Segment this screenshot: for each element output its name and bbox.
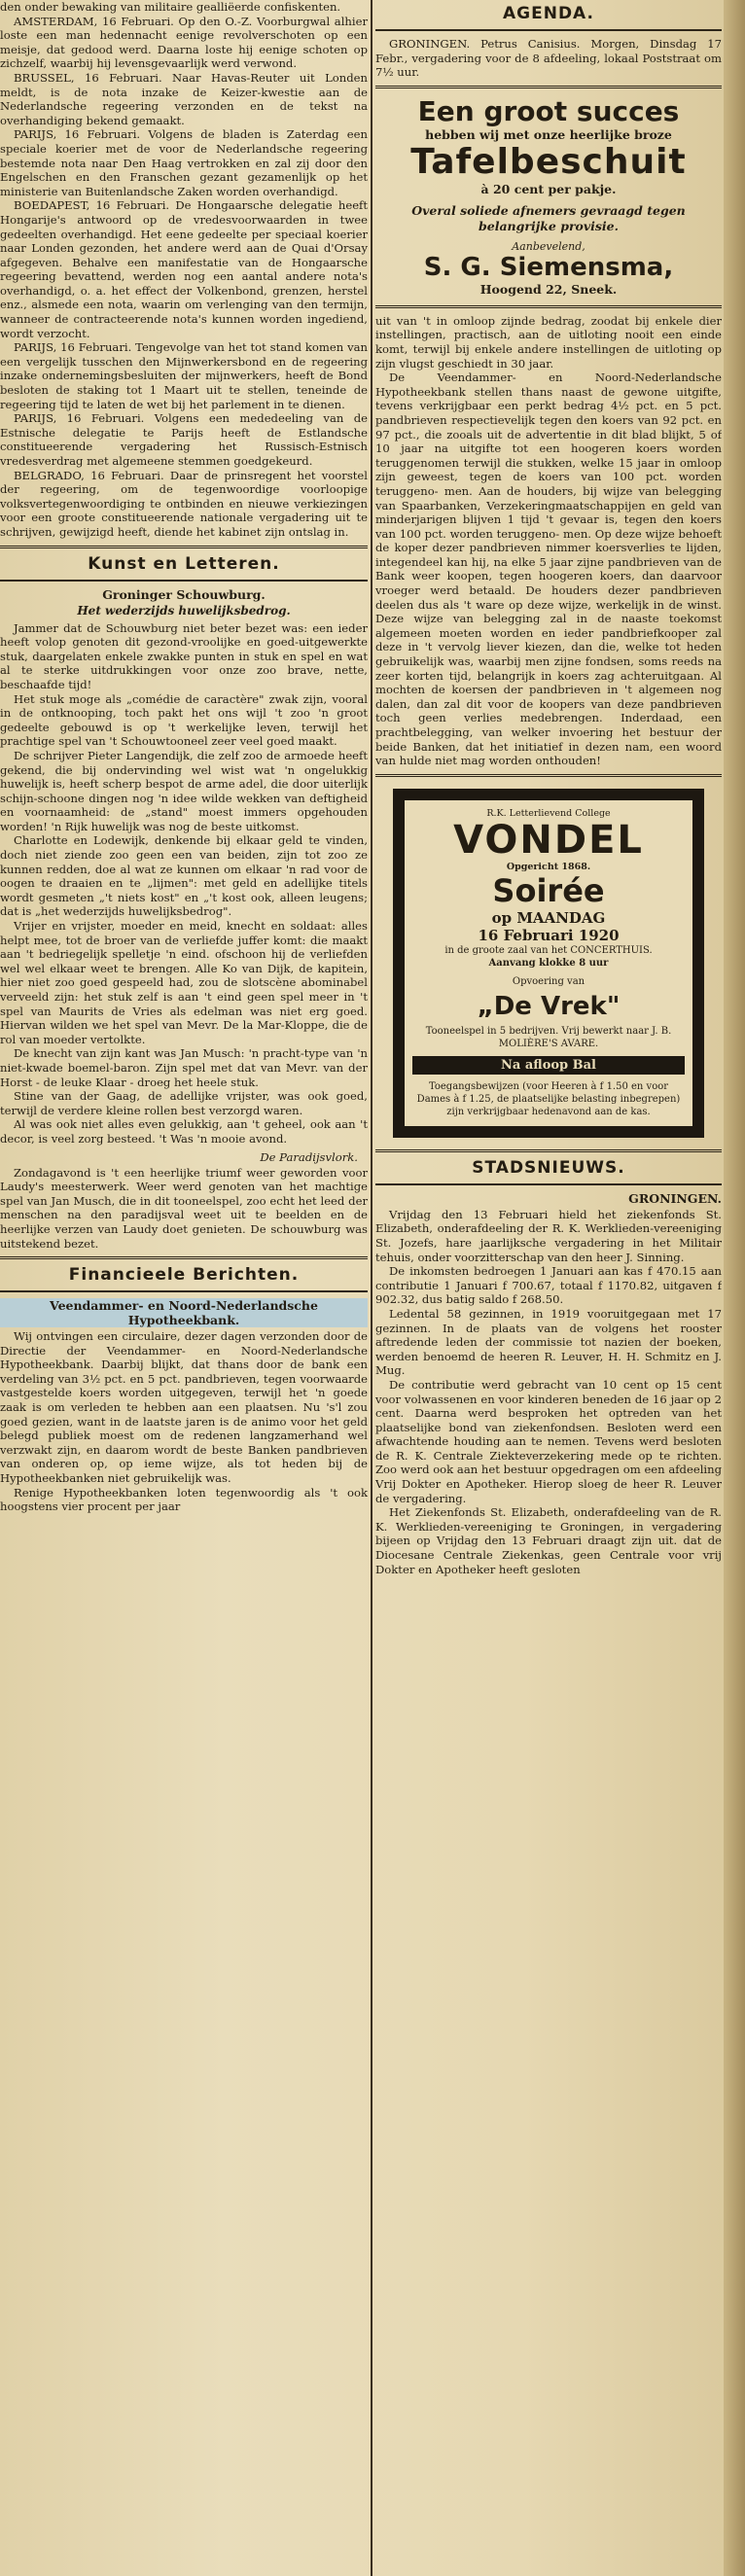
section-divider bbox=[375, 86, 722, 88]
agenda-item: GRONINGEN. Petrus Canisius. Morgen, Dinsdag 17 Febr., vergadering voor de 8 afdeeling, lokaal Poststraat om 7½ uur. bbox=[375, 37, 722, 80]
news-item: PARIJS, 16 Februari. Volgens de bladen is Zaterdag een speciale koerier met de voor de Nederlandsche regeering bestemde nota naar Den Haag vertrokken en zal zij door den Engelschen en den Franschen gezant gezamenlijk op het ministerie van Buitenlandsche Zaken worden overhandigd. bbox=[0, 127, 368, 198]
ad-line: Opvoering van bbox=[512, 975, 585, 987]
news-item: PARIJS, 16 Februari. Tengevolge van het tot stand komen van een vergelijk tusschen den Mijnwerkersbond en de regeering inzake ondernemingsbesluiten der mijnwerkers, heeft de Bond besloten de staking tot 1 Maart uit te stellen, teneinde de regeering tijd te laten de wet bij het parlement in te dienen. bbox=[0, 340, 368, 411]
ad-product: Tafelbeschuit bbox=[410, 141, 687, 182]
paragraph: De inkomsten bedroegen 1 Januari aan kas f 470.15 aan contributie 1 Januari f 700.67, totaal f 1170.82, uitgaven f 902.32, dus batig saldo f 268.50. bbox=[375, 1264, 722, 1307]
subheading: GRONINGEN. bbox=[628, 1190, 722, 1206]
ad-line: Aanvang klokke 8 uur bbox=[488, 957, 609, 969]
paragraph: Stine van der Gaag, de adellijke vrijster, was ook goed, terwijl de verdere kleine rollen best verzorgd waren. bbox=[0, 1089, 368, 1117]
ad-line: Toegangsbewijzen (voor Heeren à f 1.50 en voor Dames à f 1.25, de plaatselijke belasting inbegrepen) zijn verkrijgbaar hedenavond aan de kas. bbox=[416, 1080, 681, 1117]
paragraph: Zondagavond is 't een heerlijke triumf weer geworden voor Laudy's meesterwerk. Weer werd genoten van het machtige spel van Jan Musch, die in dit tooneelspel, zoo echt het leed der menschen na den paradijsval weet uit te beelden en de heerlijke verzen van Laudy doet genieten. De schouwburg was uitstekend bezet. bbox=[0, 1165, 368, 1251]
paragraph: De contributie werd gebracht van 10 cent op 15 cent voor volwassenen en voor kinderen beneden de 16 jaar op 2 cent. Daarna werd besproken het optreden van het plaatselijke bond van ziekenfondsen. Besloten werd een afwachtende houding aan te nemen. Tevens werd besloten de R. K. Centrale Ziekteverzekering mede op te richten. Zoo werd ook aan het bestuur opgedragen om een afdeeling Vrij Dokter en Apotheker. Hierop sloeg de heer R. Leuver de vergadering. bbox=[375, 1377, 722, 1505]
ad-line: R.K. Letterlievend College bbox=[486, 807, 611, 819]
paragraph: Het Ziekenfonds St. Elizabeth, onderafdeeling van de R. K. Werklieden-vereeniging te Groningen, in vergadering bijeen op Vrijdag den 13 Februari draagt zijn uit. dat de Diocesane Centrale Ziekenkas, geen Centrale voor vrij Dokter en Apotheker heeft gesloten bbox=[375, 1505, 722, 1576]
paragraph: Charlotte en Lodewijk, denkende bij elkaar geld te vinden, doch niet ziende zoo geen een van beiden, zijn tot zoo ze kunnen redden, doe al wat ze kunnen om elkaar 'n rad voor de oogen te draaien en te „lijmen": met geld en adellijke titels wordt gesmeten „'t niets kost" en „'t kost ook, alleen leugens; dat is „het wederzijds huwelijksbedrog". bbox=[0, 833, 368, 919]
ad-date: op MAANDAG bbox=[491, 908, 606, 927]
section-title-agenda: AGENDA. bbox=[503, 4, 594, 23]
right-column bbox=[375, 0, 722, 2576]
news-item: BELGRADO, 16 Februari. Daar de prinsregent het voorstel der regeering, om de tegenwoordige voorloopige volksvertegenwoordiging te ontbinden en nieuwe verkiezingen voor een groote constitueerende nationale vergadering uit te schrijven, gewijzigd heeft, diende het kabinet zijn ontslag in. bbox=[0, 468, 368, 539]
section-title-kunst: Kunst en Letteren. bbox=[88, 553, 280, 574]
ad-price: à 20 cent per pakje. bbox=[480, 181, 617, 196]
ad-line: Overal soliede afnemers gevraagd tegen belangrijke provisie. bbox=[411, 202, 686, 233]
ad-name: S. G. Siemensma, bbox=[423, 252, 674, 282]
paragraph: De schrijver Pieter Langendijk, die zelf zoo de armoede heeft gekend, die bij ondervinding wel wist wat 'n ongelukkig huwelijk is, heeft scherp bespot de arme adel, die door uiterlijk schijn-schoone dingen nog 'n idee wilde wekken van deftigheid en voornaamheid: de „stand" moest immers opgehouden worden! 'n Rijk huwelijk was nog de beste uitkomst. bbox=[0, 748, 368, 833]
left-column bbox=[0, 0, 368, 2576]
paragraph: Het stuk moge als „comédie de caractère" zwak zijn, vooral in de ontknooping, toch pakt het ons wijl 't zoo 'n groot gedeelte gebouwd is op 't werkelijke leven, terwijl het prachtige spel van 't Schouwtooneel zeer veel goed maakt. bbox=[0, 691, 368, 749]
ad-headline: Soirée bbox=[492, 871, 605, 909]
section-divider bbox=[375, 1183, 722, 1185]
advertisement-vondel bbox=[393, 789, 704, 1138]
paragraph: Wij ontvingen een circulaire, dezer dagen verzonden door de Directie der Veendammer- en Noord-Nederlandsche Hypotheekbank. Daarbij blijkt, dat thans door de bank een verdeling van 3½ pct. en 5 pct. pandbrieven, tegen voorwaarde vastgestelde koers worden uitgegeven, terwijl het 'n goede zaak is om verleden te hebben aan een plaatsen. Nu 's'l zou goed gezien, want in de laatste jaren is de animo voor het geld belegd publiek moest om de redenen langzamerhand wel verzwakt zijn, en daarom wordt de beste Banken pandbrieven van onderen op, op ieme wijze, als tot heden bij de Hypotheekbanken niet gebruikelijk was. bbox=[0, 1329, 368, 1486]
play-title: Het wederzijds huwelijksbedrog. bbox=[77, 603, 291, 618]
ad-line: Aanbevelend, bbox=[512, 239, 585, 253]
section-divider bbox=[0, 1256, 368, 1259]
section-divider bbox=[0, 1290, 368, 1292]
news-item: BOEDAPEST, 16 Februari. De Hongaarsche delegatie heeft Hongarije's antwoord op de vredesvoorwaarden in twee gedeelten overhandigd. Het eene gedeelte per speciaal koerier naar Londen gezonden, het andere werd aan de Quai d'Orsay afgegeven. Behalve een manifestatie van de Hongaarsche regeering bevattend, werden nog een aantal andere nota's overhandigd, o. a. het effect der Volkenbond, grenzen, herstel enz., alsmede een nota, waarin om verlenging van den termijn, wanneer de contracteerende nota's kunnen worden ingediend, wordt verzocht. bbox=[0, 198, 368, 340]
paragraph: Jammer dat de Schouwburg niet beter bezet was: een ieder heeft volop genoten dit gezond-vroolijke en goed-uitgewerkte stuk, daargelaten enkele zwakke punten in stuk en spel en wat al te sterke uitdrukkingen voor onze zoo brave, nette, beschaafde tijd! bbox=[0, 620, 368, 691]
page-edge bbox=[724, 0, 745, 2576]
news-item: BRUSSEL, 16 Februari. Naar Havas-Reuter uit Londen meldt, is de nota inzake de Keizer-kwestie aan de Nederlandsche regeering verzonden en de tekst na overhandiging bekend gemaakt. bbox=[0, 70, 368, 127]
ad-headline: VONDEL bbox=[453, 817, 644, 863]
paragraph: Vrijdag den 13 Februari hield het ziekenfonds St. Elizabeth, onderafdeeling der R. K. Werklieden-vereeniging St. Jozefs, hare jaarlijksche vergadering in het Militair tehuis, onder voorzitterschap van den heer J. Sinning. bbox=[375, 1207, 722, 1264]
news-item: PARIJS, 16 Februari. Volgens een mededeeling van de Estnische delegatie te Parijs heeft de Estlandsche constitueerende vergadering het Russisch-Estnisch vredesverdrag met algemeene stemmen goedgekeurd. bbox=[0, 411, 368, 468]
ad-address: Hoogend 22, Sneek. bbox=[479, 281, 618, 297]
ad-play: „De Vrek" bbox=[477, 991, 621, 1021]
news-item: den onder bewaking van militaire gealliëerde confiskenten. bbox=[0, 0, 341, 14]
paragraph: De Veendammer- en Noord-Nederlandsche Hypotheekbank stellen thans naast de gewone uitgifte, tevens verkrijgbaar een perkt bedrag 4½ pct. en 5 pct. pandbrieven respectievelijk tegen den koers van 92 pct. en 97 pct., die zooals uit de advertentie in dit blad blijkt, 5 of 10 jaar na uitgifte tot een hoogeren koers worden teruggenomen terwijl die stukken, welke 15 jaar in omloop zijn geweest, tegen de koers van 100 pct. worden teruggeno- men. Aan de houders, bij wijze van belegging van Spaarbanken, Verzekeringmaatschappijen en geld van minderjarigen blijven 1 tijd 't gevaar is, tegen den koers van 100 pct. worden teruggeno- men. Op deze wijze behoeft de koper dezer pandbrieven nimmer koersverlies te lijden, integendeel kan hij, na elke 5 jaar zijne pandbrieven van de Bank weer koopen, tegen hoogeren koers, dan daarvoor vroeger werd betaald. De houders dezer pandbrieven deelen dus als 't ware op deze wijze, werkelijk in de winst. Deze wijze van belegging zal in de naaste toekomst algemeen moeten worden en ieder pandbriefkooper zal deze in 't vervolg liever kiezen, dan die, welke tot heden gebruikelijk was, waarbij men zijne fondsen, soms reeds na zeer korten tijd, belangrijk in koers zag achteruitgaan. Al mochten de koersen der pandbrieven in 't algemeen nog dalen, dan zal dit voor de koopers van deze pandbrieven toch geen verlies medebrengen. Inderdaad, een prachtbelegging, van welker invoering het bestuur der beide Banken, dat het initiatief in dezen nam, een woord van hulde niet mag worden onthouden! bbox=[375, 371, 722, 768]
column-rule bbox=[371, 0, 372, 2576]
section-divider bbox=[375, 305, 722, 308]
paragraph: Vrijer en vrijster, moeder en meid, knecht en soldaat: alles helpt mee, tot de broer van de verliefde juffer komt: die maakt aan 't bedriegelijk spelletje 'n eind. ofschoon hij de verliefden wel wel elkaar weet te brengen. Alle Ko van Dijk, de kapitein, hier niet zoo goed gespeeld had, zou de slotscène abominabel verveeld zijn: het stuk zelf is aan 't eind geen spel meer in 't spel van Maurits de Vries als edelman was niet erg goed. Hiervan wilden we het spel van Mevr. De la Mar-Kloppe, die de rol van moeder vertolkte. bbox=[0, 919, 368, 1046]
paragraph: uit van 't in omloop zijnde bedrag, zoodat bij enkele dier instellingen, practisch, aan de uitloting nooit een einde komt, terwijl bij enkele andere instellingen de uitloting op zijn vlugst geschiedt in 30 jaar. bbox=[375, 313, 722, 371]
section-divider bbox=[0, 546, 368, 548]
section-divider bbox=[375, 29, 722, 31]
ad-line: Opgericht 1868. bbox=[506, 861, 591, 872]
section-title-stadsnieuws: STADSNIEUWS. bbox=[472, 1157, 625, 1178]
ad-line: hebben wij met onze heerlijke broze bbox=[425, 126, 672, 142]
advertisement-tafelbeschuit bbox=[375, 96, 722, 298]
ad-line: in de groote zaal van het CONCERTHUIS. bbox=[444, 944, 653, 956]
ad-banner: Na afloop Bal bbox=[412, 1056, 685, 1075]
paragraph: De knecht van zijn kant was Jan Musch: 'n pracht-type van 'n niet-kwade boemel-baron. Zijn spel met dat van Mevr. van der Horst - de leuke Klaar - droeg het heele stuk. bbox=[0, 1046, 368, 1089]
section-divider bbox=[375, 774, 722, 777]
section-divider bbox=[375, 1149, 722, 1152]
news-item: AMSTERDAM, 16 Februari. Op den O.-Z. Voorburgwal alhier loste een man hedennacht eenige revolverschoten op een meisje, dat gedood werd. Daarna loste hij eenige schoten op zichzelf, waarbij hij levensgevaarlijk werd verwond. bbox=[0, 14, 368, 71]
ad-line: Tooneelspel in 5 bedrijven. Vrij bewerkt naar J. B. MOLIÈRE'S AVARE. bbox=[425, 1025, 672, 1049]
ad-date: 16 Februari 1920 bbox=[478, 926, 620, 944]
section-title-financieel: Financieele Berichten. bbox=[68, 1265, 300, 1286]
paragraph: Ledental 58 gezinnen, in 1919 vooruitgegaan met 17 gezinnen. In de plaats van de volgens het rooster aftredende leden der commissie tot nazien der boeken, werden benoemd de heeren R. Leuver, H. H. Schmitz en J. Mug. bbox=[375, 1306, 722, 1378]
ad-headline: Een groot succes bbox=[417, 94, 680, 127]
subheading: Groninger Schouwburg. bbox=[102, 586, 266, 602]
paragraph: Al was ook niet alles even gelukkig, aan 't geheel, ook aan 't decor, is veel zorg besteed. 't Was 'n mooie avond. bbox=[0, 1117, 368, 1146]
subheading: Veendammer- en Noord-Nederlandsche Hypotheekbank. bbox=[0, 1298, 368, 1327]
section-divider bbox=[0, 580, 368, 582]
signature: De Paradijsvlork. bbox=[260, 1149, 358, 1164]
paragraph: Renige Hypotheekbanken loten tegenwoordig als 't ook hoogstens vier procent per jaar bbox=[0, 1485, 368, 1514]
